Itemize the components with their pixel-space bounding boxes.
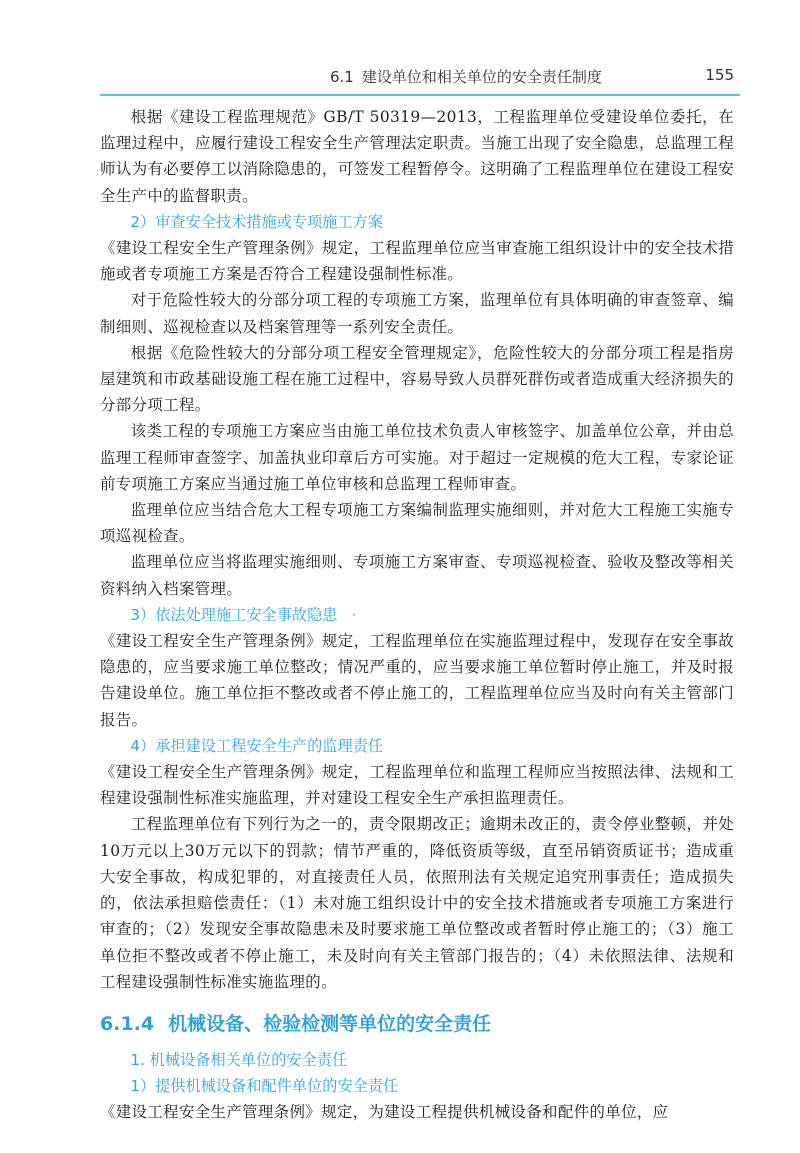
section-heading	[100, 1009, 734, 1039]
subheading	[100, 733, 734, 759]
header-section-title: 建设单位和相关单位的安全责任制度	[361, 68, 602, 86]
section-number: 6.1.4	[100, 1012, 155, 1035]
page-header	[0, 0, 800, 96]
page-body	[100, 104, 734, 1126]
paragraph: 监理单位应当结合危大工程专项施工方案编制监理实施细则，并对危大工程施工实施专项巡视检查。	[100, 501, 734, 546]
page-number: 155	[705, 66, 734, 84]
paragraph: 《建设工程安全生产管理条例》规定，为建设工程提供机械设备和配件的单位，应	[100, 1103, 669, 1122]
section-title: 机械设备、检验检测等单位的安全责任	[168, 1012, 492, 1035]
subheading-text: 1）提供机械设备和配件单位的安全责任	[130, 1077, 399, 1096]
paragraph: 监理单位应当将监理实施细则、专项施工方案审查、专项巡视检查、验收及整改等相关资料纳入档案管理。	[100, 553, 734, 598]
subheading-text: 4）承担建设工程安全生产的监理责任	[130, 736, 384, 755]
paragraph: 《建设工程安全生产管理条例》规定，工程监理单位在实施监理过程中，发现存在安全事故隐患的，应当要求施工单位整改；情况严重的，应当要求施工单位暂时停止施工，并及时报告建设单位。施工单位拒不整改或者不停止施工的，工程监理单位应当及时向有关主管部门报告。	[100, 632, 734, 729]
header-divider	[100, 94, 740, 96]
header-section-number: 6.1	[330, 68, 354, 86]
subheading-text: 1. 机械设备相关单位的安全责任	[130, 1050, 348, 1069]
paragraph: 工程监理单位有下列行为之一的，责令限期改正；逾期未改正的，责令停业整顿，并处10万元以上30万元以下的罚款；情节严重的，降低资质等级，直至吊销资质证书；造成重大安全事故，构成犯罪的，对直接责任人员，依照刑法有关规定追究刑事责任；造成损失的，依法承担赔偿责任：（1）未对施工组织设计中的安全技术措施或者专项施工方案进行审查的；（2）发现安全事故隐患未及时要求施工单位整改或者暂时停止施工的；（3）施工单位拒不整改或者不停止施工，未及时向有关主管部门报告的；（4）未依照法律、法规和工程建设强制性标准实施监理的。	[100, 815, 734, 991]
paragraph: 《建设工程安全生产管理条例》规定，工程监理单位和监理工程师应当按照法律、法规和工程建设强制性标准实施监理，并对建设工程安全生产承担监理责任。	[100, 763, 734, 808]
subheading-text: 2）审查安全技术措施或专项施工方案	[130, 212, 384, 231]
running-header	[330, 66, 685, 87]
paragraph: 《建设工程安全生产管理条例》规定，工程监理单位应当审查施工组织设计中的安全技术措施或者专项施工方案是否符合工程建设强制性标准。	[100, 239, 734, 284]
subheading	[100, 209, 734, 235]
subheading	[100, 1073, 734, 1099]
paragraph: 该类工程的专项施工方案应当由施工单位技术负责人审核签字、加盖单位公章，并由总监理工程师审查签字、加盖执业印章后方可实施。对于超过一定规模的危大工程，专家论证前专项施工方案应当通过施工单位审核和总监理工程师审查。	[100, 422, 734, 493]
paragraph: 根据《危险性较大的分部分项工程安全管理规定》，危险性较大的分部分项工程是指房屋建筑和市政基础设施工程在施工过程中，容易导致人员群死群伤或者造成重大经济损失的分部分项工程。	[100, 343, 734, 415]
stray-mark: ·	[351, 605, 357, 624]
subheading	[100, 1047, 734, 1073]
paragraph: 根据《建设工程监理规范》GB/T 50319—2013，工程监理单位受建设单位委托，在监理过程中，应履行建设工程安全生产管理法定职责。当施工出现了安全隐患，总监理工程师认为有必要停工以消除隐患的，可签发工程暂停令。这明确了工程监理单位在建设工程安全生产中的监督职责。	[100, 108, 734, 205]
paragraph: 对于危险性较大的分部分项工程的专项施工方案，监理单位有具体明确的审查签章、编制细则、巡视检查以及档案管理等一系列安全责任。	[100, 291, 734, 336]
subheading-text: 3）依法处理施工安全事故隐患	[130, 605, 338, 624]
subheading	[100, 602, 734, 628]
